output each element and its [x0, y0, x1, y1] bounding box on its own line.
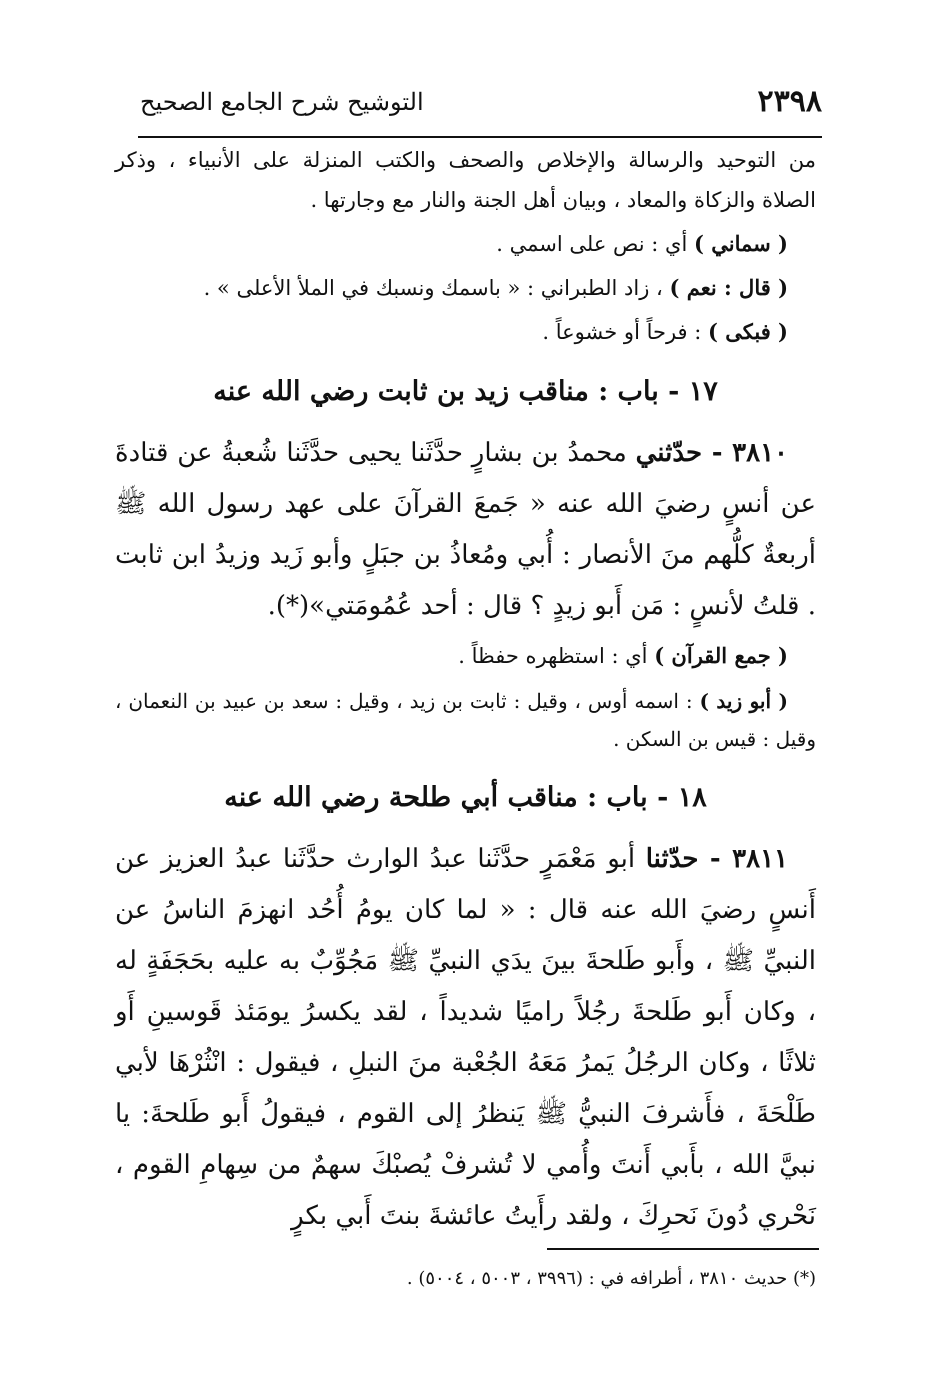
running-head [140, 78, 822, 134]
commentary-note [115, 636, 816, 676]
footnote: (*) حديث ٣٨١٠ ، أطرافه في : (٣٩٩٦ ، ٥٠٠٣ ، ٥٠٠٤) . [406, 1268, 816, 1289]
commentary-note [115, 224, 816, 264]
note-term: ( سماني ) [694, 231, 788, 256]
hadith-text: أبو مَعْمَرٍ حدَّثَنا عبدُ الوارث حدَّثَنا عبدُ العزيز عن أَنسٍ رضيَ الله عنه قال : « لما كان يومُ أُحُد انهزمَ الناسُ عن النبيِّ ﷺ ، وأَبو طَلحةَ بينَ يدَي النبيِّ ﷺ مَجُوِّبٌ به عليه بحَجَفَةٍ له ، وكان أَبو طَلحةَ رجُلاً راميًا شديداً ، لقد يكسرُ يومَئذ قَوسينِ أَو ثلاثًا ، وكان الرجُلُ يَمرُ مَعَهُ الجُعْبة منَ النبلِ ، فيقول : انْثُرْهَا لأبي طَلْحَةَ ، فأَشرفَ النبيُّ ﷺ يَنظرُ إلى القوم ، فيقولُ أَبو طَلحةَ: يا نبيَّ الله ، بأَبي أَنتَ وأُمي لا تُشرفْ يُصبْكَ سهمٌ من سِهامِ القوم ، نَحْري دُونَ نَحرِكَ ، ولقد رأَيتُ عائشةَ بنتَ أَبي بكرٍ [115, 844, 816, 1231]
commentary-note [115, 268, 816, 308]
note-term: ( قال : نعم ) [669, 275, 788, 300]
hadith-3811 [115, 834, 816, 1242]
page-number: ٢٣٩٨ [757, 84, 822, 119]
note-term: ( جمع القرآن ) [654, 643, 788, 668]
chapter-heading-18: ١٨ - باب : مناقب أبي طلحة رضي الله عنه [224, 782, 707, 813]
chapter-heading-17: ١٧ - باب : مناقب زيد بن ثابت رضي الله عنه [213, 376, 718, 407]
note-text: : اسمه أوس ، وقيل : ثابت بن زيد ، وقيل : سعد بن عبيد بن النعمان ، وقيل : قيس بن السكن . [115, 689, 816, 751]
commentary-note [115, 682, 816, 758]
hadith-3810 [115, 428, 816, 632]
footnote-rule [547, 1248, 819, 1250]
note-term: ( فبكى ) [708, 319, 788, 344]
note-text: ، زاد الطبراني : « باسمك ونسبك في الملأ الأعلى » . [203, 276, 670, 300]
intro-paragraph: من التوحيد والرسالة والإخلاص والصحف والكتب المنزلة على الأنبياء ، وذكر الصلاة والزكاة والمعاد ، وبيان أهل الجنة والنار مع وجارتها . [115, 148, 816, 212]
note-text: أي : نص على اسمي . [496, 232, 695, 256]
note-term: ( أبو زيد ) [699, 689, 788, 713]
hadith-number: ٣٨١١ - حدّثنا [645, 844, 788, 874]
commentary-note [115, 312, 816, 352]
header-rule [138, 136, 822, 138]
hadith-number: ٣٨١٠ - حدّثني [635, 438, 788, 468]
note-text: : فرحاً أو خشوعاً . [542, 320, 709, 344]
note-text: أي : استظهره حفظاً . [458, 644, 655, 668]
hadith-text: محمدُ بن بشارٍ حدَّثَنا يحيى حدَّثَنا شُعبةُ عن قتادةَ عن أنسٍ رضيَ الله عنه « جَمعَ القرآنَ على عهد رسول الله ﷺ أربعةٌ كلُّهم منَ الأنصار : أُبي ومُعاذُ بن جبَلٍ وأبو زَيد وزيدُ ابن ثابت . قلتُ لأنسٍ : مَن أَبو زيدٍ ؟ قال : أحد عُمُومَتي»(*). [115, 438, 816, 621]
running-title: التوشيح شرح الجامع الصحيح [140, 88, 424, 116]
page-body [115, 140, 816, 1242]
